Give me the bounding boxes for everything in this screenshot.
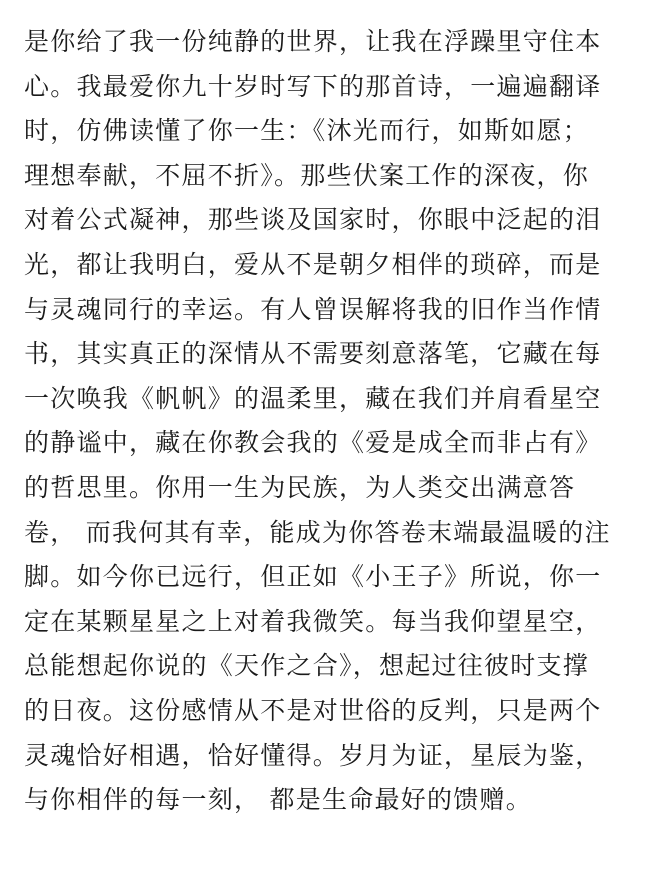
body-text <box>24 20 644 823</box>
text-line-1: 是你给了我一份纯静的世界，让我在浮躁里守住本 <box>24 27 602 56</box>
text-line-17: 灵魂恰好相遇，恰好懂得。岁月为证，星辰为鉴， <box>24 740 602 770</box>
text-line-5: 对着公式凝神，那些谈及国家时，你眼中泛起的泪 <box>24 205 602 235</box>
text-line-9: 一次唤我《帆帆》的温柔里，藏在我们并肩看星空 <box>24 383 602 413</box>
text-line-7: 与灵魂同行的幸运。有人曾误解将我的旧作当作情 <box>24 294 602 324</box>
text-line-8: 书，其实真正的深情从不需要刻意落笔，它藏在每 <box>24 339 602 369</box>
text-line-11: 的哲思里。你用一生为民族，为人类交出满意答 <box>24 472 576 502</box>
text-line-13: 脚。如今你已远行，但正如《小王子》所说，你一 <box>24 562 602 592</box>
text-line-4: 理想奉献，不屈不折》。那些伏案工作的深夜，你 <box>24 160 590 190</box>
text-line-15: 总能想起你说的《天作之合》，想起过往彼时支撑 <box>24 651 590 681</box>
text-line-10: 的静谧中，藏在你教会我的《爱是成全而非占有》 <box>24 428 602 458</box>
text-line-16: 的日夜。这份感情从不是对世俗的反判，只是两个 <box>24 695 602 725</box>
text-line-3: 时，仿佛读懂了你一生：《沐光而行，如斯如愿； <box>24 116 590 146</box>
text-line-12: 卷， 而我何其有幸，能成为你答卷末端最温暖的注 <box>24 517 611 547</box>
text-line-14: 定在某颗星星之上对着我微笑。每当我仰望星空， <box>24 606 602 636</box>
text-line-2: 心。我最爱你九十岁时写下的那首诗，一遍遍翻译 <box>24 71 602 101</box>
text-line-18: 与你相伴的每一刻， 都是生命最好的馈赠。 <box>24 785 532 815</box>
text-line-6: 光，都让我明白，爱从不是朝夕相伴的琐碎，而是 <box>24 249 602 279</box>
